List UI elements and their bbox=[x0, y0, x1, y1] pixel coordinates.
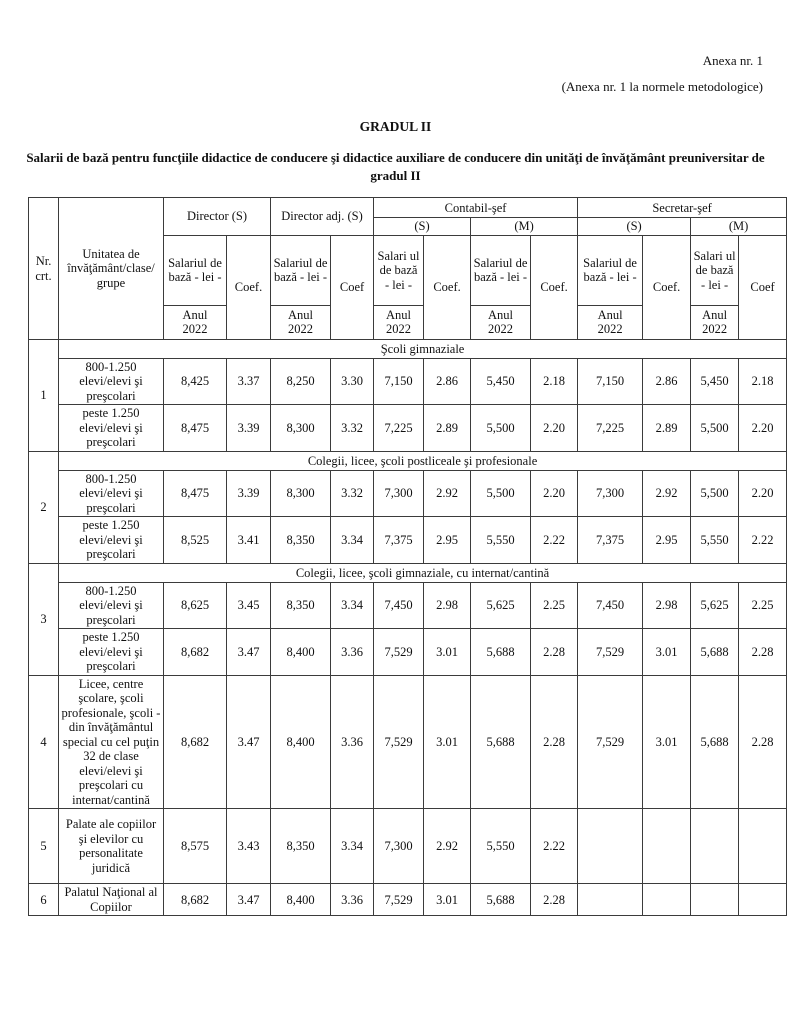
col-header-secretar-s: (S) bbox=[578, 218, 691, 236]
cell-contabil-s-sal: 7,529 bbox=[374, 629, 424, 676]
cell-director-adj-sal: 8,350 bbox=[271, 517, 331, 564]
col-header-contabil-sef: Contabil-şef bbox=[374, 198, 578, 218]
cell-secretar-s-sal: 7,529 bbox=[578, 629, 643, 676]
cell-director-adj-sal: 8,350 bbox=[271, 809, 331, 884]
cell-secretar-s-coef: 3.01 bbox=[643, 675, 691, 809]
cell-director-coef: 3.39 bbox=[227, 405, 271, 452]
cell-director-adj-sal: 8,400 bbox=[271, 675, 331, 809]
cell-secretar-m-sal: 5,550 bbox=[691, 517, 739, 564]
cell-secretar-m-sal bbox=[691, 809, 739, 884]
unit-label: Palatul Naţional al Copiilor bbox=[59, 884, 164, 916]
cell-director-adj-sal: 8,350 bbox=[271, 582, 331, 629]
cell-secretar-m-coef: 2.25 bbox=[739, 582, 787, 629]
cell-secretar-s-coef: 2.89 bbox=[643, 405, 691, 452]
cell-secretar-m-coef: 2.18 bbox=[739, 358, 787, 405]
cell-director-adj-coef: 3.34 bbox=[331, 582, 374, 629]
unit-label: peste 1.250 elevi/elevi şi preşcolari bbox=[59, 405, 164, 452]
annex-note-line1: Anexa nr. 1 bbox=[702, 53, 763, 68]
cell-director-adj-sal: 8,400 bbox=[271, 629, 331, 676]
col-header-coef-director-adj: Coef bbox=[331, 235, 374, 339]
salary-table bbox=[28, 197, 787, 916]
cell-secretar-s-sal bbox=[578, 809, 643, 884]
cell-contabil-s-sal: 7,529 bbox=[374, 884, 424, 916]
col-header-salary-secretar-m: Salari ul de bază - lei - bbox=[691, 235, 739, 305]
cell-secretar-s-coef bbox=[643, 884, 691, 916]
cell-contabil-s-sal: 7,375 bbox=[374, 517, 424, 564]
cell-director-coef: 3.43 bbox=[227, 809, 271, 884]
cell-director-sal: 8,525 bbox=[164, 517, 227, 564]
cell-secretar-m-sal bbox=[691, 884, 739, 916]
page-title: GRADUL II bbox=[359, 119, 432, 135]
cell-secretar-s-sal: 7,150 bbox=[578, 358, 643, 405]
section-title: Colegii, licee, şcoli postliceale şi profesionale bbox=[59, 451, 787, 470]
col-header-secretar-sef: Secretar-şef bbox=[578, 198, 787, 218]
row-number: 6 bbox=[29, 884, 59, 916]
cell-director-coef: 3.41 bbox=[227, 517, 271, 564]
col-header-nr: Nr. crt. bbox=[29, 198, 59, 340]
cell-secretar-m-sal: 5,625 bbox=[691, 582, 739, 629]
cell-director-adj-coef: 3.34 bbox=[331, 517, 374, 564]
cell-secretar-s-sal: 7,529 bbox=[578, 675, 643, 809]
cell-secretar-s-sal: 7,225 bbox=[578, 405, 643, 452]
col-header-salary-contabil-m: Salariul de bază - lei - bbox=[471, 235, 531, 305]
cell-secretar-m-coef: 2.28 bbox=[739, 675, 787, 809]
unit-label: Licee, centre şcolare, şcoli profesionale, şcoli - din învăţământul special cu cel puţin 32 de clase elevi/elevi şi preşcolari cu internat/cantină bbox=[59, 675, 164, 809]
cell-director-sal: 8,625 bbox=[164, 582, 227, 629]
cell-director-adj-coef: 3.36 bbox=[331, 675, 374, 809]
cell-director-sal: 8,475 bbox=[164, 470, 227, 517]
cell-contabil-m-coef: 2.25 bbox=[531, 582, 578, 629]
cell-contabil-s-coef: 2.98 bbox=[424, 582, 471, 629]
unit-label: peste 1.250 elevi/elevi şi preşcolari bbox=[59, 517, 164, 564]
cell-contabil-s-coef: 2.95 bbox=[424, 517, 471, 564]
cell-secretar-s-sal: 7,375 bbox=[578, 517, 643, 564]
col-header-coef-director: Coef. bbox=[227, 235, 271, 339]
col-header-year-secretar-m: Anul 2022 bbox=[691, 305, 739, 339]
cell-secretar-s-sal bbox=[578, 884, 643, 916]
row-number: 1 bbox=[29, 339, 59, 451]
col-header-year-contabil-s: Anul 2022 bbox=[374, 305, 424, 339]
cell-contabil-s-coef: 2.92 bbox=[424, 809, 471, 884]
col-header-coef-contabil-s: Coef. bbox=[424, 235, 471, 339]
cell-contabil-s-sal: 7,150 bbox=[374, 358, 424, 405]
cell-contabil-m-sal: 5,500 bbox=[471, 405, 531, 452]
cell-director-adj-coef: 3.30 bbox=[331, 358, 374, 405]
unit-label: 800-1.250 elevi/elevi şi preşcolari bbox=[59, 358, 164, 405]
annex-note-line2: (Anexa nr. 1 la normele metodologice) bbox=[561, 78, 763, 94]
col-header-year-director: Anul 2022 bbox=[164, 305, 227, 339]
cell-director-adj-coef: 3.36 bbox=[331, 884, 374, 916]
cell-director-adj-sal: 8,300 bbox=[271, 405, 331, 452]
cell-contabil-m-coef: 2.28 bbox=[531, 884, 578, 916]
cell-contabil-m-coef: 2.28 bbox=[531, 629, 578, 676]
col-header-unit: Unitatea de învăţământ/clase/ grupe bbox=[59, 198, 164, 340]
cell-secretar-s-coef bbox=[643, 809, 691, 884]
col-header-year-director-adj: Anul 2022 bbox=[271, 305, 331, 339]
cell-contabil-m-sal: 5,688 bbox=[471, 884, 531, 916]
cell-contabil-m-sal: 5,550 bbox=[471, 517, 531, 564]
cell-secretar-s-sal: 7,450 bbox=[578, 582, 643, 629]
table-row bbox=[29, 405, 787, 452]
cell-director-sal: 8,575 bbox=[164, 809, 227, 884]
cell-director-coef: 3.37 bbox=[227, 358, 271, 405]
col-header-year-contabil-m: Anul 2022 bbox=[471, 305, 531, 339]
col-header-coef-secretar-s: Coef. bbox=[643, 235, 691, 339]
cell-director-adj-sal: 8,400 bbox=[271, 884, 331, 916]
cell-contabil-m-sal: 5,450 bbox=[471, 358, 531, 405]
col-header-salary-secretar-s: Salariul de bază - lei - bbox=[578, 235, 643, 305]
cell-contabil-s-coef: 3.01 bbox=[424, 884, 471, 916]
cell-contabil-s-sal: 7,300 bbox=[374, 470, 424, 517]
cell-secretar-m-sal: 5,450 bbox=[691, 358, 739, 405]
cell-contabil-s-coef: 2.86 bbox=[424, 358, 471, 405]
cell-secretar-m-coef bbox=[739, 884, 787, 916]
cell-secretar-s-coef: 2.95 bbox=[643, 517, 691, 564]
col-header-salary-director: Salariul de bază - lei - bbox=[164, 235, 227, 305]
cell-director-coef: 3.45 bbox=[227, 582, 271, 629]
cell-director-sal: 8,682 bbox=[164, 884, 227, 916]
cell-secretar-s-coef: 2.92 bbox=[643, 470, 691, 517]
cell-director-adj-sal: 8,250 bbox=[271, 358, 331, 405]
cell-director-sal: 8,682 bbox=[164, 675, 227, 809]
cell-director-adj-coef: 3.32 bbox=[331, 470, 374, 517]
unit-label: 800-1.250 elevi/elevi şi preşcolari bbox=[59, 470, 164, 517]
cell-contabil-s-coef: 3.01 bbox=[424, 675, 471, 809]
cell-secretar-m-sal: 5,688 bbox=[691, 675, 739, 809]
table-row bbox=[29, 582, 787, 629]
cell-director-coef: 3.39 bbox=[227, 470, 271, 517]
cell-contabil-s-sal: 7,225 bbox=[374, 405, 424, 452]
cell-secretar-m-coef: 2.28 bbox=[739, 629, 787, 676]
cell-contabil-s-sal: 7,450 bbox=[374, 582, 424, 629]
unit-label: Palate ale copiilor şi elevilor cu personalitate juridică bbox=[59, 809, 164, 884]
cell-director-coef: 3.47 bbox=[227, 675, 271, 809]
cell-contabil-m-coef: 2.20 bbox=[531, 470, 578, 517]
cell-director-sal: 8,475 bbox=[164, 405, 227, 452]
cell-director-coef: 3.47 bbox=[227, 884, 271, 916]
row-number: 5 bbox=[29, 809, 59, 884]
cell-director-sal: 8,425 bbox=[164, 358, 227, 405]
row-number: 2 bbox=[29, 451, 59, 563]
table-row bbox=[29, 809, 787, 884]
col-header-contabil-s: (S) bbox=[374, 218, 471, 236]
cell-secretar-m-coef: 2.20 bbox=[739, 405, 787, 452]
cell-contabil-m-sal: 5,550 bbox=[471, 809, 531, 884]
table-row bbox=[29, 884, 787, 916]
cell-contabil-m-coef: 2.20 bbox=[531, 405, 578, 452]
cell-secretar-s-coef: 3.01 bbox=[643, 629, 691, 676]
col-header-coef-secretar-m: Coef bbox=[739, 235, 787, 339]
cell-secretar-m-sal: 5,688 bbox=[691, 629, 739, 676]
cell-secretar-s-coef: 2.86 bbox=[643, 358, 691, 405]
cell-director-adj-coef: 3.32 bbox=[331, 405, 374, 452]
cell-secretar-m-coef: 2.22 bbox=[739, 517, 787, 564]
cell-contabil-m-coef: 2.18 bbox=[531, 358, 578, 405]
cell-director-adj-coef: 3.34 bbox=[331, 809, 374, 884]
row-number: 3 bbox=[29, 563, 59, 675]
cell-secretar-s-coef: 2.98 bbox=[643, 582, 691, 629]
cell-contabil-m-sal: 5,500 bbox=[471, 470, 531, 517]
cell-contabil-s-sal: 7,529 bbox=[374, 675, 424, 809]
cell-contabil-m-sal: 5,688 bbox=[471, 675, 531, 809]
table-row bbox=[29, 470, 787, 517]
col-header-contabil-m: (M) bbox=[471, 218, 578, 236]
col-header-year-secretar-s: Anul 2022 bbox=[578, 305, 643, 339]
cell-contabil-m-coef: 2.22 bbox=[531, 809, 578, 884]
table-row bbox=[29, 629, 787, 676]
cell-contabil-m-coef: 2.28 bbox=[531, 675, 578, 809]
cell-director-sal: 8,682 bbox=[164, 629, 227, 676]
cell-director-coef: 3.47 bbox=[227, 629, 271, 676]
col-header-coef-contabil-m: Coef. bbox=[531, 235, 578, 339]
section-title: Şcoli gimnaziale bbox=[59, 339, 787, 358]
unit-label: peste 1.250 elevi/elevi şi preşcolari bbox=[59, 629, 164, 676]
row-number: 4 bbox=[29, 675, 59, 809]
cell-contabil-s-coef: 2.89 bbox=[424, 405, 471, 452]
cell-director-adj-sal: 8,300 bbox=[271, 470, 331, 517]
page-subtitle: Salarii de bază pentru funcţiile didactice de conducere şi didactice auxiliare de conducere din unităţi de învăţământ preuniversitar de gradul II bbox=[26, 150, 765, 183]
col-header-salary-contabil-s: Salari ul de bază - lei - bbox=[374, 235, 424, 305]
col-header-secretar-m: (M) bbox=[691, 218, 787, 236]
cell-secretar-s-sal: 7,300 bbox=[578, 470, 643, 517]
cell-secretar-m-coef bbox=[739, 809, 787, 884]
cell-secretar-m-coef: 2.20 bbox=[739, 470, 787, 517]
table-row bbox=[29, 358, 787, 405]
cell-contabil-s-sal: 7,300 bbox=[374, 809, 424, 884]
cell-contabil-m-coef: 2.22 bbox=[531, 517, 578, 564]
cell-contabil-s-coef: 2.92 bbox=[424, 470, 471, 517]
table-row bbox=[29, 675, 787, 809]
cell-contabil-m-sal: 5,625 bbox=[471, 582, 531, 629]
cell-contabil-s-coef: 3.01 bbox=[424, 629, 471, 676]
section-title: Colegii, licee, şcoli gimnaziale, cu internat/cantină bbox=[59, 563, 787, 582]
cell-secretar-m-sal: 5,500 bbox=[691, 405, 739, 452]
cell-secretar-m-sal: 5,500 bbox=[691, 470, 739, 517]
table-row bbox=[29, 517, 787, 564]
cell-director-adj-coef: 3.36 bbox=[331, 629, 374, 676]
col-header-director: Director (S) bbox=[164, 198, 271, 236]
col-header-director-adj: Director adj. (S) bbox=[271, 198, 374, 236]
cell-contabil-m-sal: 5,688 bbox=[471, 629, 531, 676]
col-header-salary-director-adj: Salariul de bază - lei - bbox=[271, 235, 331, 305]
unit-label: 800-1.250 elevi/elevi şi preşcolari bbox=[59, 582, 164, 629]
